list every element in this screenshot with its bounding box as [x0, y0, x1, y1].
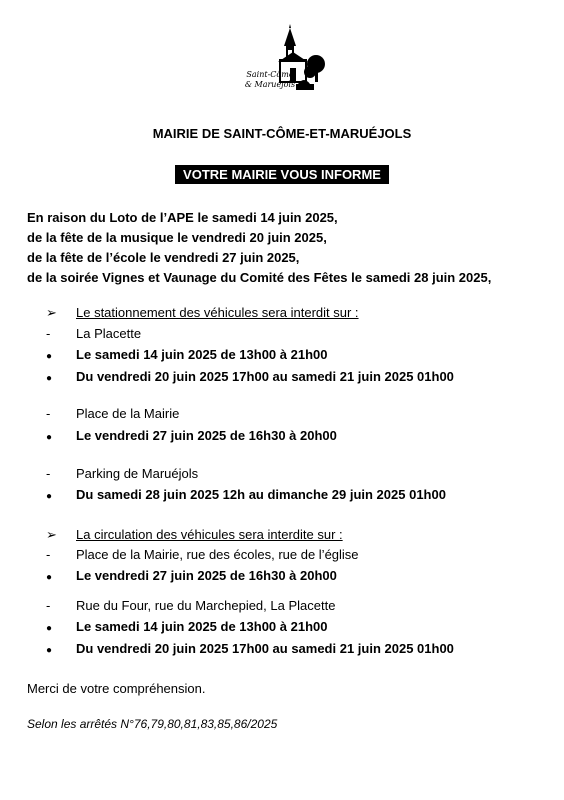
traffic-heading-text: La circulation des véhicules sera interdite sur : — [76, 527, 343, 542]
time-label: Le samedi 14 juin 2025 de 13h00 à 21h00 — [76, 347, 328, 362]
bullet-dot-icon: ● — [46, 351, 53, 362]
banner-container — [0, 165, 564, 184]
time-item — [46, 568, 337, 583]
time-item — [46, 619, 327, 634]
bullet-dot-icon: ● — [46, 491, 53, 502]
dash-bullet: - — [46, 547, 51, 562]
place-label: Place de la Mairie, rue des écoles, rue de l’église — [76, 547, 359, 562]
bullet-dot-icon: ● — [46, 572, 53, 583]
intro-paragraph — [27, 208, 491, 288]
thanks-text: Merci de votre compréhension. — [27, 681, 206, 696]
place-item — [46, 598, 335, 613]
time-item — [46, 347, 327, 362]
place-label: Rue du Four, rue du Marchepied, La Placette — [76, 598, 336, 613]
dash-bullet: - — [46, 598, 51, 613]
dash-bullet: - — [46, 406, 51, 421]
bullet-dot-icon: ● — [46, 645, 53, 656]
time-item — [46, 641, 454, 656]
bullet-dot-icon: ● — [46, 373, 53, 384]
time-item — [46, 369, 454, 384]
dash-bullet: - — [46, 466, 51, 481]
place-item — [46, 466, 198, 481]
bullet-dot-icon: ● — [46, 432, 53, 443]
church-logo — [236, 20, 332, 106]
intro-line: En raison du Loto de l’APE le samedi 14 juin 2025, — [27, 210, 338, 225]
place-label: Parking de Maruéjols — [76, 466, 199, 481]
parking-heading — [46, 305, 359, 321]
arrow-bullet-icon: ➢ — [46, 527, 57, 542]
place-label: Place de la Mairie — [76, 406, 180, 421]
bullet-dot-icon: ● — [46, 623, 53, 634]
reference-text: Selon les arrêtés N°76,79,80,81,83,85,86/2025 — [27, 717, 278, 731]
arrow-bullet-icon: ➢ — [46, 305, 57, 320]
place-item — [46, 406, 179, 421]
time-label: Du vendredi 20 juin 2025 17h00 au samedi 21 juin 2025 01h00 — [76, 369, 454, 384]
time-label: Du vendredi 20 juin 2025 17h00 au samedi 21 juin 2025 01h00 — [76, 641, 454, 656]
logo-caption — [240, 70, 300, 90]
time-label: Le vendredi 27 juin 2025 de 16h30 à 20h00 — [76, 428, 337, 443]
time-item — [46, 487, 446, 502]
traffic-heading — [46, 527, 343, 543]
time-item — [46, 428, 337, 443]
time-label: Le samedi 14 juin 2025 de 13h00 à 21h00 — [76, 619, 328, 634]
time-label: Du samedi 28 juin 2025 12h au dimanche 29 juin 2025 01h00 — [76, 487, 446, 502]
place-item — [46, 547, 359, 562]
intro-line: de la fête de la musique le vendredi 20 juin 2025, — [27, 230, 327, 245]
place-item — [46, 326, 141, 341]
place-label: La Placette — [76, 326, 142, 341]
logo-text-line-2: & Maruéjols — [244, 80, 296, 89]
logo-text-line-1: Saint-Côme — [246, 70, 294, 79]
parking-heading-text: Le stationnement des véhicules sera interdit sur : — [76, 305, 359, 320]
dash-bullet: - — [46, 326, 51, 341]
time-label: Le vendredi 27 juin 2025 de 16h30 à 20h00 — [76, 568, 337, 583]
intro-line: de la soirée Vignes et Vaunage du Comité des Fêtes le samedi 28 juin 2025, — [27, 270, 492, 285]
info-banner: VOTRE MAIRIE VOUS INFORME — [175, 165, 389, 184]
intro-line: de la fête de l’école le vendredi 27 juin 2025, — [27, 250, 300, 265]
page-title: MAIRIE DE SAINT-CÔME-ET-MARUÉJOLS — [152, 126, 412, 141]
